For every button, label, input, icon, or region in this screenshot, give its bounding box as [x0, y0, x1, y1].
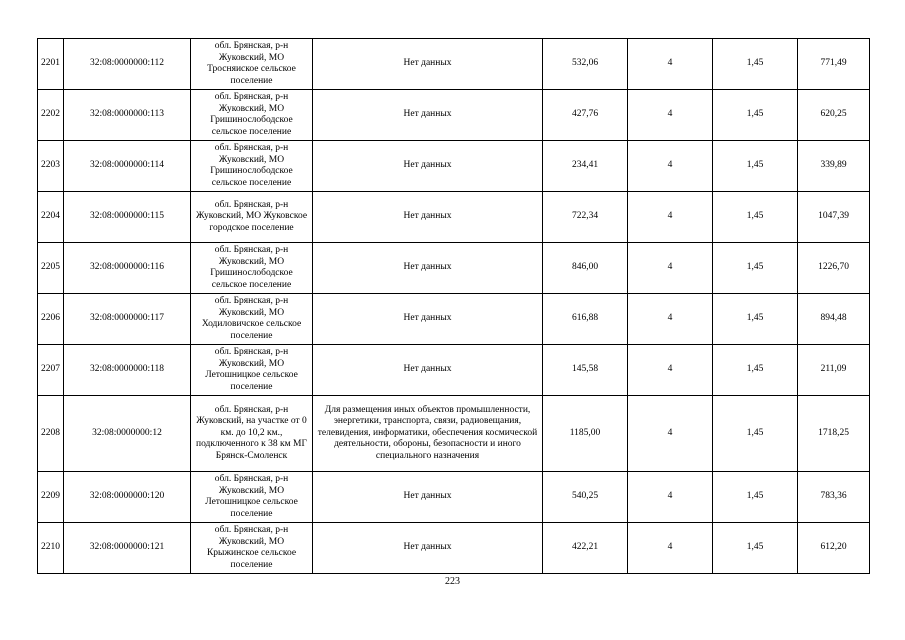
cadastral-number-cell: 32:08:0000000:117 [64, 294, 191, 345]
value-cell: 1226,70 [798, 243, 870, 294]
permitted-use-cell: Нет данных [313, 39, 543, 90]
coefficient-cell: 1,45 [713, 141, 798, 192]
permitted-use-cell: Нет данных [313, 243, 543, 294]
area-cell: 427,76 [543, 90, 628, 141]
address-cell: обл. Брянская, р-н Жуковский, МО Жуковское городское поселение [191, 192, 313, 243]
row-number-cell: 2204 [38, 192, 64, 243]
coefficient-cell: 1,45 [713, 243, 798, 294]
coefficient-cell: 1,45 [713, 294, 798, 345]
address-cell: обл. Брянская, р-н Жуковский, МО Летошницкое сельское поселение [191, 345, 313, 396]
row-number-cell: 2208 [38, 396, 64, 472]
group-cell: 4 [628, 243, 713, 294]
cadastral-number-cell: 32:08:0000000:113 [64, 90, 191, 141]
row-number-cell: 2209 [38, 472, 64, 523]
value-cell: 894,48 [798, 294, 870, 345]
area-cell: 1185,00 [543, 396, 628, 472]
area-cell: 616,88 [543, 294, 628, 345]
table-row [38, 243, 870, 294]
value-cell: 1718,25 [798, 396, 870, 472]
area-cell: 145,58 [543, 345, 628, 396]
table-row [38, 39, 870, 90]
value-cell: 771,49 [798, 39, 870, 90]
address-cell: обл. Брянская, р-н Жуковский, на участке от 0 км. до 10,2 км., подключенного к 38 км МГ Брянск-Смоленск [191, 396, 313, 472]
cadastral-number-cell: 32:08:0000000:120 [64, 472, 191, 523]
value-cell: 612,20 [798, 523, 870, 574]
group-cell: 4 [628, 39, 713, 90]
area-cell: 422,21 [543, 523, 628, 574]
permitted-use-cell: Нет данных [313, 345, 543, 396]
table-row [38, 523, 870, 574]
permitted-use-cell: Нет данных [313, 523, 543, 574]
cadastral-number-cell: 32:08:0000000:116 [64, 243, 191, 294]
permitted-use-cell: Нет данных [313, 294, 543, 345]
row-number-cell: 2201 [38, 39, 64, 90]
table-body [38, 39, 870, 574]
permitted-use-cell: Нет данных [313, 472, 543, 523]
group-cell: 4 [628, 294, 713, 345]
coefficient-cell: 1,45 [713, 39, 798, 90]
cadastral-number-cell: 32:08:0000000:114 [64, 141, 191, 192]
group-cell: 4 [628, 90, 713, 141]
group-cell: 4 [628, 141, 713, 192]
cadastral-number-cell: 32:08:0000000:121 [64, 523, 191, 574]
permitted-use-cell: Нет данных [313, 192, 543, 243]
cadastral-number-cell: 32:08:0000000:12 [64, 396, 191, 472]
area-cell: 722,34 [543, 192, 628, 243]
registry-table [37, 38, 870, 574]
area-cell: 532,06 [543, 39, 628, 90]
coefficient-cell: 1,45 [713, 472, 798, 523]
group-cell: 4 [628, 523, 713, 574]
table-row [38, 141, 870, 192]
value-cell: 1047,39 [798, 192, 870, 243]
table-row [38, 294, 870, 345]
cadastral-number-cell: 32:08:0000000:112 [64, 39, 191, 90]
group-cell: 4 [628, 192, 713, 243]
area-cell: 234,41 [543, 141, 628, 192]
table-row [38, 345, 870, 396]
area-cell: 540,25 [543, 472, 628, 523]
address-cell: обл. Брянская, р-н Жуковский, МО Гришинослободское сельское поселение [191, 243, 313, 294]
address-cell: обл. Брянская, р-н Жуковский, МО Гришинослободское сельское поселение [191, 90, 313, 141]
permitted-use-cell: Для размещения иных объектов промышленности, энергетики, транспорта, связи, радиовещания, телевидения, информатики, обеспечения космической деятельности, обороны, безопасности и иного специального назначения [313, 396, 543, 472]
coefficient-cell: 1,45 [713, 192, 798, 243]
value-cell: 211,09 [798, 345, 870, 396]
address-cell: обл. Брянская, р-н Жуковский, МО Гришинослободское сельское поселение [191, 141, 313, 192]
group-cell: 4 [628, 472, 713, 523]
row-number-cell: 2203 [38, 141, 64, 192]
address-cell: обл. Брянская, р-н Жуковский, МО Крыжинское сельское поселение [191, 523, 313, 574]
table-row [38, 472, 870, 523]
value-cell: 339,89 [798, 141, 870, 192]
address-cell: обл. Брянская, р-н Жуковский, МО Ходиловичское сельское поселение [191, 294, 313, 345]
coefficient-cell: 1,45 [713, 90, 798, 141]
group-cell: 4 [628, 345, 713, 396]
coefficient-cell: 1,45 [713, 396, 798, 472]
row-number-cell: 2202 [38, 90, 64, 141]
permitted-use-cell: Нет данных [313, 141, 543, 192]
row-number-cell: 2205 [38, 243, 64, 294]
row-number-cell: 2210 [38, 523, 64, 574]
row-number-cell: 2207 [38, 345, 64, 396]
area-cell: 846,00 [543, 243, 628, 294]
address-cell: обл. Брянская, р-н Жуковский, МО Летошницкое сельское поселение [191, 472, 313, 523]
coefficient-cell: 1,45 [713, 345, 798, 396]
cadastral-number-cell: 32:08:0000000:118 [64, 345, 191, 396]
cadastral-number-cell: 32:08:0000000:115 [64, 192, 191, 243]
value-cell: 783,36 [798, 472, 870, 523]
page-number: 223 [445, 576, 460, 587]
permitted-use-cell: Нет данных [313, 90, 543, 141]
coefficient-cell: 1,45 [713, 523, 798, 574]
table-row [38, 90, 870, 141]
group-cell: 4 [628, 396, 713, 472]
table-row [38, 396, 870, 472]
value-cell: 620,25 [798, 90, 870, 141]
row-number-cell: 2206 [38, 294, 64, 345]
table-row [38, 192, 870, 243]
address-cell: обл. Брянская, р-н Жуковский, МО Тросняиское сельское поселение [191, 39, 313, 90]
